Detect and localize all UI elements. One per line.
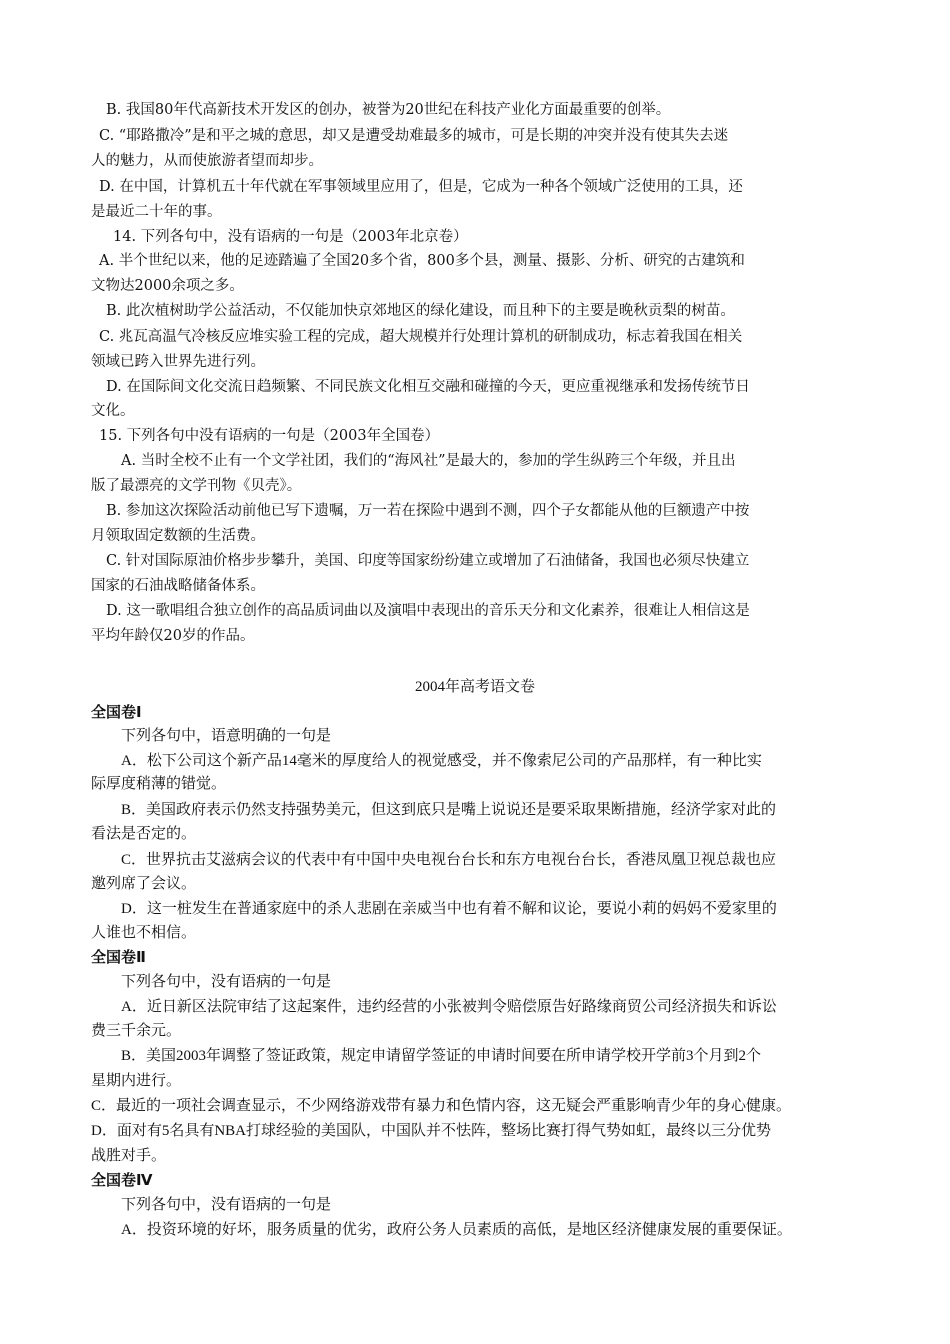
q14-option-a-line-2: 文物达2000余项之多。: [91, 278, 244, 294]
q13-option-c-line-2: 人的魅力，从而使旅游者望而却步。: [91, 153, 323, 169]
paper-1-option-d-line-1: D．这一桩发生在普通家庭中的杀人悲剧在亲威当中也有着不解和议论，要说小莉的妈妈不爱家里的: [121, 901, 777, 917]
paper-2-stem: 下列各句中，没有语病的一句是: [121, 974, 332, 990]
q14-option-a-line-1: A. 半个世纪以来，他的足迹踏遍了全国20多个省，800多个县，测量、摄影、分析、研究的古建筑和: [99, 253, 745, 269]
section-title: 2004年高考语文卷: [414, 679, 535, 695]
paper-1-option-b-line-1: B．美国政府表示仍然支持强势美元，但这到底只是嘴上说说还是要采取果断措施，经济学家对此的: [121, 802, 777, 818]
q13-option-d-line-1: D. 在中国，计算机五十年代就在军事领域里应用了，但是，它成为一种各个领域广泛使用的工具，还: [99, 179, 743, 195]
paper-2-heading: 全国卷Ⅱ: [91, 948, 146, 966]
q15-option-a-line-2: 版了最漂亮的文学刊物《贝壳》。: [91, 478, 302, 494]
paper-2-option-b-line-2: 星期内进行。: [91, 1073, 182, 1089]
paper-2-option-a-line-1: A．近日新区法院审结了这起案件，违约经营的小张被判令赔偿原告好路缘商贸公司经济损失和诉讼: [121, 999, 777, 1015]
q15-stem: 15. 下列各句中没有语病的一句是（2003年全国卷）: [99, 428, 440, 444]
paper-4-stem: 下列各句中，没有语病的一句是: [121, 1197, 332, 1213]
q13-option-b-line-1: B. 我国80年代高新技术开发区的创办，被誉为20世纪在科技产业化方面最重要的创举。: [106, 102, 671, 118]
paper-4-heading: 全国卷Ⅳ: [91, 1171, 153, 1189]
q14-option-b-line-1: B. 此次植树助学公益活动，不仅能加快京郊地区的绿化建设，而且种下的主要是晚秋贡梨的树苗。: [106, 303, 735, 319]
paper-1-option-a-line-2: 际厚度稍薄的错觉。: [91, 776, 227, 792]
q14-option-d-line-2: 文化。: [91, 403, 135, 419]
paper-1-option-a-line-1: A．松下公司这个新产品14毫米的厚度给人的视觉感受，并不像索尼公司的产品那样，有一种比实: [121, 753, 762, 769]
q15-option-d-line-2: 平均年龄仅20岁的作品。: [91, 628, 255, 644]
paper-2-option-c-line-1: C．最近的一项社会调查显示，不少网络游戏带有暴力和色情内容，这无疑会严重影响青少年的身心健康。: [91, 1098, 792, 1114]
paper-1-option-b-line-2: 看法是否定的。: [91, 826, 197, 842]
paper-1-option-c-line-2: 邀列席了会议。: [91, 876, 197, 892]
q15-option-b-line-2: 月领取固定数额的生活费。: [91, 528, 265, 544]
q15-option-c-line-2: 国家的石油战略储备体系。: [91, 578, 265, 594]
paper-1-stem: 下列各句中，语意明确的一句是: [121, 728, 332, 744]
q14-option-d-line-1: D. 在国际间文化交流日趋频繁、不同民族文化相互交融和碰撞的今天，更应重视继承和发扬传统节日: [106, 379, 750, 395]
paper-2-option-d-line-2: 战胜对手。: [91, 1148, 167, 1164]
paper-2-option-d-line-1: D．面对有5名具有NBA打球经验的美国队，中国队并不怯阵，整场比赛打得气势如虹，最终以三分优势: [91, 1123, 772, 1139]
q14-stem: 14. 下列各句中，没有语病的一句是（2003年北京卷）: [113, 229, 468, 245]
q15-option-a-line-1: A. 当时全校不止有一个文学社团，我们的“海风社”是最大的，参加的学生纵跨三个年级，并且出: [121, 453, 736, 469]
q14-option-c-line-1: C. 兆瓦高温气冷核反应堆实验工程的完成，超大规模并行处理计算机的研制成功，标志着我国在相关: [99, 329, 743, 345]
q13-option-c-line-1: C. “耶路撒冷”是和平之城的意思，却又是遭受劫难最多的城市，可是长期的冲突并没有使其失去迷: [99, 128, 729, 144]
paper-4-option-a-line-1: A．投资环境的好坏，服务质量的优劣，政府公务人员素质的高低，是地区经济健康发展的重要保证。: [121, 1222, 792, 1238]
q13-option-d-line-2: 是最近二十年的事。: [91, 204, 222, 220]
paper-1-option-c-line-1: C．世界抗击艾滋病会议的代表中有中国中央电视台台长和东方电视台台长，香港凤凰卫视总裁也应: [121, 852, 777, 868]
q15-option-d-line-1: D. 这一歌唱组合独立创作的高品质词曲以及演唱中表现出的音乐天分和文化素养，很难让人相信这是: [106, 603, 750, 619]
paper-1-option-d-line-2: 人谁也不相信。: [91, 925, 197, 941]
q15-option-c-line-1: C. 针对国际原油价格步步攀升，美国、印度等国家纷纷建立或增加了石油储备，我国也必须尽快建立: [106, 553, 750, 569]
paper-1-heading: 全国卷Ⅰ: [91, 703, 142, 721]
q15-option-b-line-1: B. 参加这次探险活动前他已写下遗嘱，万一若在探险中遇到不测，四个子女都能从他的巨额遗产中按: [106, 503, 750, 519]
q14-option-c-line-2: 领域已跨入世界先进行列。: [91, 354, 265, 370]
paper-2-option-b-line-1: B．美国2003年调整了签证政策，规定申请留学签证的申请时间要在所申请学校开学前3个月到2个: [121, 1048, 762, 1064]
paper-2-option-a-line-2: 费三千余元。: [91, 1023, 182, 1039]
